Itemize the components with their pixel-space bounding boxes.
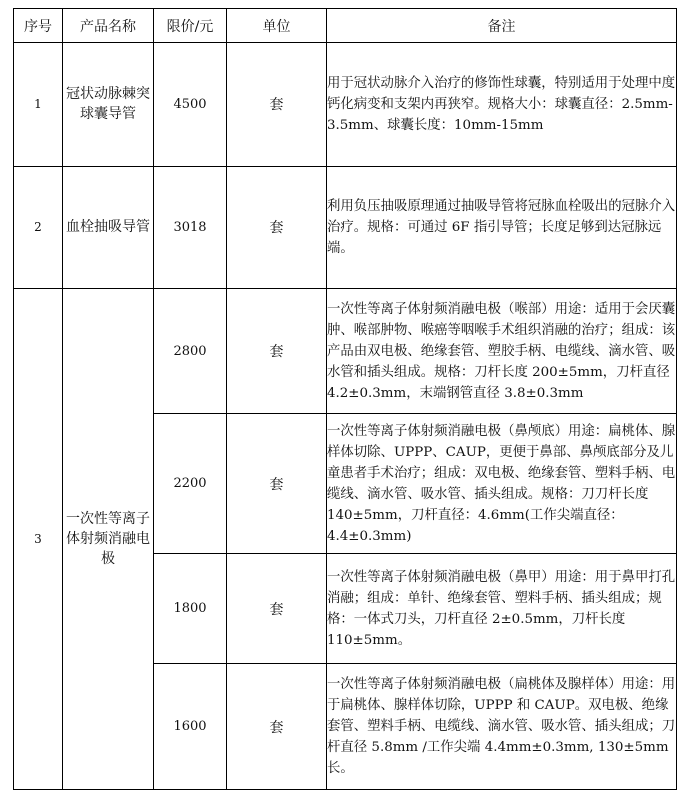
price-limit: 1800 [154, 554, 227, 664]
price-limit: 2800 [154, 288, 227, 414]
header-price: 限价/元 [154, 9, 227, 43]
table-row [14, 166, 677, 288]
header-note: 备注 [327, 9, 677, 43]
table-row [14, 43, 677, 167]
note: 一次性等离子体射频消融电极（鼻颅底）用途：扁桃体、腺样体切除、UPPP、CAUP，更便于鼻部、鼻颅底部分及儿童患者手术治疗；组成：双电极、绝缘套管、塑料手柄、电缆线、滴水管、吸水管、插头组成。规格：刀刀杆长度 140±5mm，刀杆直径：4.6mm(工作尖端直径：4.4±0.3mm) [327, 414, 677, 554]
unit: 套 [227, 554, 327, 664]
note: 一次性等离子体射频消融电极（喉部）用途：适用于会厌囊肿、喉部肿物、喉癌等咽喉手术组织消融的治疗；组成：该产品由双电极、绝缘套管、塑胶手柄、电缆线、滴水管、吸水管和插头组成。规格：刀杆长度 200±5mm，刀杆直径 4.2±0.3mm，末端钢管直径 3.8±0.3mm [327, 288, 677, 414]
price-limit: 3018 [154, 166, 227, 288]
price-limit: 2200 [154, 414, 227, 554]
unit: 套 [227, 166, 327, 288]
note: 用于冠状动脉介入治疗的修饰性球囊，特别适用于处理中度钙化病变和支架内再狭窄。规格大小：球囊直径：2.5mm-3.5mm、球囊长度：10mm-15mm [327, 43, 677, 167]
row-index: 3 [14, 288, 63, 789]
header-index: 序号 [14, 9, 63, 43]
unit: 套 [227, 664, 327, 790]
price-limit: 4500 [154, 43, 227, 167]
header-name: 产品名称 [63, 9, 154, 43]
row-index: 1 [14, 43, 63, 167]
product-name: 冠状动脉棘突球囊导管 [63, 43, 154, 167]
table-row [14, 288, 677, 414]
unit: 套 [227, 414, 327, 554]
note: 一次性等离子体射频消融电极（鼻甲）用途：用于鼻甲打孔消融；组成：单针、绝缘套管、塑料手柄、插头组成；规格：一体式刀头，刀杆直径 2±0.5mm，刀杆长度 110±5mm。 [327, 554, 677, 664]
note: 利用负压抽吸原理通过抽吸导管将冠脉血栓吸出的冠脉介入治疗。规格：可通过 6F 指引导管；长度足够到达冠脉远端。 [327, 166, 677, 288]
price-limit-table [13, 8, 677, 790]
product-name: 一次性等离子体射频消融电极 [63, 288, 154, 789]
unit: 套 [227, 43, 327, 167]
unit: 套 [227, 288, 327, 414]
header-row [14, 9, 677, 43]
row-index: 2 [14, 166, 63, 288]
product-name: 血栓抽吸导管 [63, 166, 154, 288]
note: 一次性等离子体射频消融电极（扁桃体及腺样体）用途：用于扁桃体、腺样体切除，UPPP 和 CAUP。双电极、绝缘套管、塑料手柄、电缆线、滴水管、吸水管、插头组成；刀杆直径 5.8mm /工作尖端 4.4mm±0.3mm, 130±5mm 长。 [327, 664, 677, 790]
price-limit: 1600 [154, 664, 227, 790]
header-unit: 单位 [227, 9, 327, 43]
